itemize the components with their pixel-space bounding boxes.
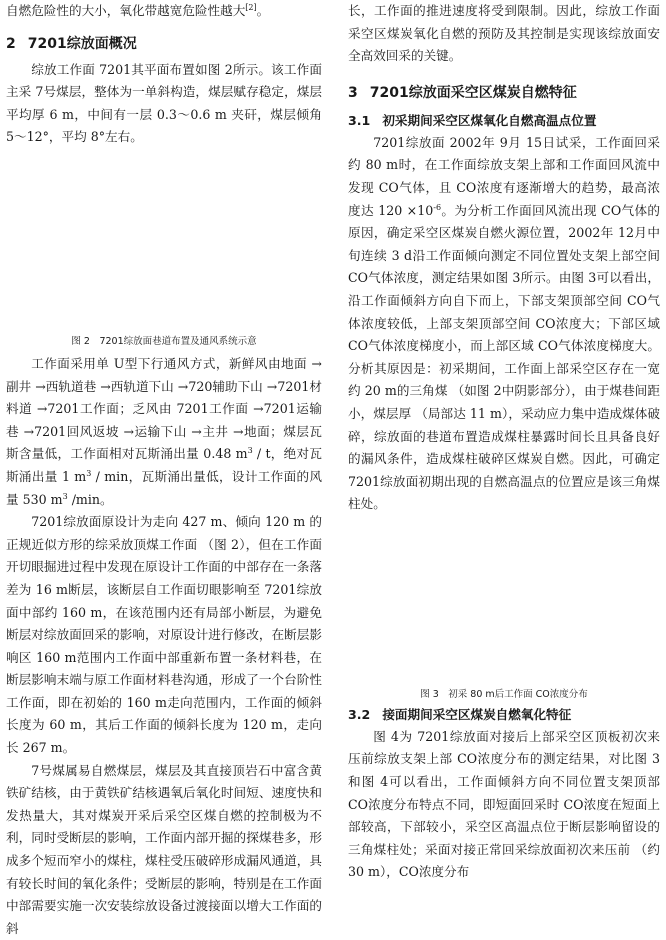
figure-2-caption: 图 2 7201综放面巷道布置及通风系统示意: [71, 335, 257, 347]
right-column: [348, 0, 660, 884]
paragraph-continuation: 自燃危险性的大小，氧化带越宽危险性越大[2]。: [6, 2, 270, 18]
paragraph-sec32: 图 4为 7201综放面对接后上部采空区顶板初次来压前综放支架上部 CO浓度分布的测定结果，对比图 3和图 4可以看出，工作面倾斜方向不同位置支架顶部 CO浓度分布特点不同，即短面回采时 CO浓度在短面上部较高，下部较小，采空区高温点位于断层影响留设的三角煤柱处；采面对接正常回采综放面初次来压前 （约 30 m），CO浓度分布: [348, 728, 660, 880]
paragraph-ventilation: 工作面采用单 U型下行通风方式，新鲜风由地面 →副井 →西轨道巷 →西轨道下山 →720辅助下山 →7201材料道 →7201工作面；乏风由 7201工作面 →7201运输巷 →7201回风返坡 →运输下山 →主井 →地面；煤层瓦斯含量低，工作面相对瓦斯涌出量 0.48 $m^3$ / t，绝对瓦斯涌出量 1 $m^3$ / min，瓦斯涌出量低，设计工作面的风量 530 $m^3$ /min。: [6, 355, 322, 507]
paragraph-sec31: 7201综放面 2002年 9月 15日试采，工作面回采约 80 m时，在工作面综放支架上部和工作面回风流中发现 CO气体，且 CO浓度有逐渐增大的趋势，最高浓度达 $120 \times 10^{-6}$。为分析工作面回风流出现 CO气体的原因，确定采空区煤炭自燃火源位置，2002年 12月中旬连续 3 d沿工作面倾向测定不同位置处支架上部空间 CO气体浓度，测定结果如图 3所示。由图 3可以看出，沿工作面倾斜方向自下而上，下部支架顶部空间 CO气体浓度较低，上部支架顶部空间 CO浓度大；下部区域 CO气体浓度梯度小，而上部区域 CO气体浓度梯度大。分析其原因是：初采期间，工作面上部采空区存在一宽约 20 m的三角煤 （如图 2中阴影部分），由于煤巷间距小，煤层厚 （局部达 11 m），采动应力集中造成煤体破碎，综放面的巷道布置造成煤柱暴露时间长且具备良好的漏风条件，造成煤柱破碎区煤炭自燃。因此，可确定 7201综放面初期出现的自燃高温点的位置应是该三角煤柱处。: [348, 134, 661, 512]
citation-ref: [2]: [245, 2, 257, 12]
left-column: [6, 0, 322, 940]
figure-3-caption: 图 3 初采 80 m后工作面 CO浓度分布: [420, 688, 588, 700]
section-2-heading: 2 7201综放面概况: [6, 35, 137, 52]
section-3-heading: 3 7201综放面采空区煤炭自燃特征: [348, 84, 577, 101]
paragraph-continuation-right: 长，工作面的推进速度将受到限制。因此，综放工作面采空区煤炭氧化自燃的预防及其控制是实现该综放面安全高效回采的关键。: [348, 3, 660, 64]
figure-2-area: [6, 149, 322, 335]
paragraph-sec2-intro: 综放工作面 7201其平面布置如图 2所示。该工作面主采 7号煤层，整体为一单斜构造，煤层赋存稳定，煤层平均厚 6 m，中间有一层 0.3～0.6 m 夹矸，煤层倾角 5～12°，平均 8°左右。: [6, 61, 322, 145]
figure-3-area: [348, 516, 660, 688]
section-3-2-heading: 3.2 接面期间采空区煤炭自燃氧化特征: [348, 706, 572, 722]
paragraph-coal-seam: 7号煤属易自燃煤层，煤层及其直接顶岩石中富含黄铁矿结核，由于黄铁矿结核遇氧后氧化时间短、速度快和发热量大，其对煤炭开采后采空区煤自燃的控制极为不利，同时受断层的影响，工作面内部开掘的探煤巷多，形成多个短而窄小的煤柱，煤柱受压破碎形成漏风通道，具有较长时间的氧化条件；受断层的影响，特别是在工作面中部需要实施一次安装综放设备过渡接面以增大工作面的斜: [6, 762, 322, 936]
section-3-1-heading: 3.1 初采期间采空区煤氧化自燃高温点位置: [348, 112, 597, 128]
paragraph-design: 7201综放面原设计为走向 427 m、倾向 120 m 的正规近似方形的综采放顶煤工作面 （图 2），但在工作面开切眼掘进过程中发现在原设计工作面的中部存在一条落差为 16 m断层，该断层自工作面切眼影响至 7201综放面中部约 160 m，在该范围内还有局部小断层，为避免断层对综放面回采的影响，对原设计进行修改，在断层影响区 160 m范围内工作面中部重新布置一条材料巷，在断层影响末端与原工作面材料巷沟通，形成了一个台阶性工作面，即在初始的 160 m走向范围内，工作面的倾斜长度为 60 m，其后工作面的倾斜长度为 120 m，走向长 267 m。: [6, 514, 322, 756]
